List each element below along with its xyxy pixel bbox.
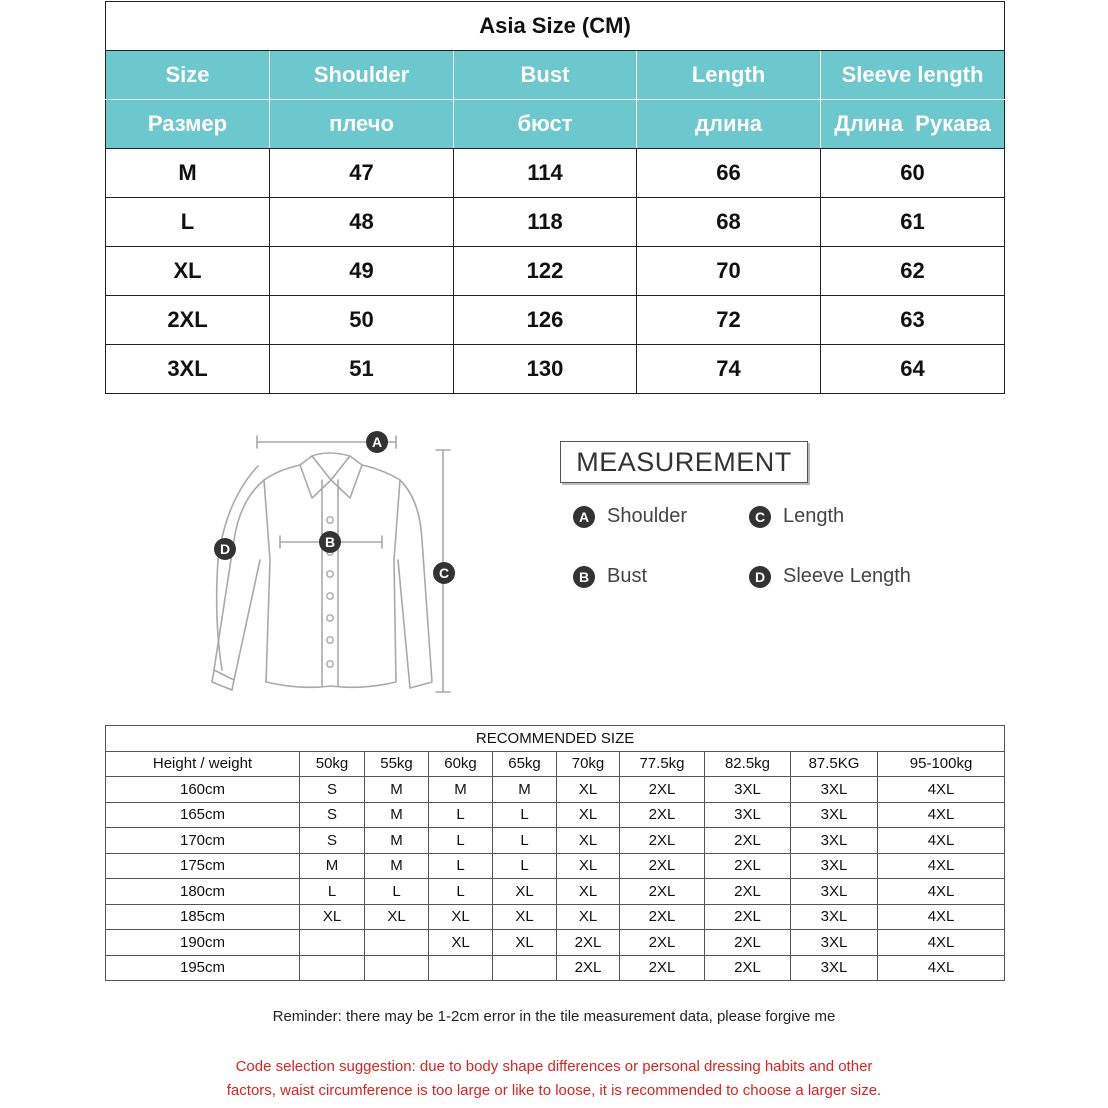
recommended-size-cell: XL: [557, 802, 620, 828]
sleeve-cell: 64: [821, 345, 1005, 394]
recommended-title: RECOMMENDED SIZE: [106, 726, 1005, 752]
recommended-size-cell: 2XL: [705, 879, 791, 905]
recommended-size-cell: XL: [429, 904, 493, 930]
recommended-size-cell: M: [493, 777, 557, 803]
recommended-size-cell: 2XL: [620, 828, 705, 854]
recommended-row: [106, 879, 1005, 905]
header-length: Length: [637, 51, 821, 100]
recommended-size-cell: S: [300, 828, 365, 854]
recommended-size-cell: 2XL: [705, 904, 791, 930]
size-cell: 2XL: [106, 296, 270, 345]
header-length-ru: длина: [637, 100, 821, 149]
size-table-title: Asia Size (CM): [106, 2, 1005, 51]
recommended-size-cell: 3XL: [705, 802, 791, 828]
size-row: [106, 149, 1005, 198]
length-cell: 66: [637, 149, 821, 198]
size-header-ru-row: [106, 100, 1005, 149]
header-weight: 60kg: [429, 751, 493, 777]
size-table: [105, 1, 1005, 394]
measurement-title: MEASUREMENT: [560, 441, 808, 483]
legend-length: [749, 505, 844, 528]
bust-cell: 118: [454, 198, 637, 247]
size-row: [106, 296, 1005, 345]
recommended-size-cell: [429, 955, 493, 981]
recommended-size-cell: 4XL: [878, 904, 1005, 930]
recommended-size-cell: [365, 955, 429, 981]
recommended-size-cell: L: [429, 802, 493, 828]
recommended-size-cell: XL: [557, 777, 620, 803]
recommended-size-cell: 3XL: [791, 955, 878, 981]
legend-sleeve-length-label: Sleeve Length: [783, 565, 911, 587]
header-weight: 82.5kg: [705, 751, 791, 777]
recommended-row: [106, 777, 1005, 803]
recommended-size-cell: 4XL: [878, 930, 1005, 956]
recommended-size-cell: L: [493, 828, 557, 854]
recommended-row: [106, 930, 1005, 956]
recommended-size-cell: 2XL: [557, 955, 620, 981]
recommended-size-cell: 2XL: [620, 853, 705, 879]
size-header-en-row: [106, 51, 1005, 100]
recommended-size-cell: XL: [557, 828, 620, 854]
sleeve-cell: 60: [821, 149, 1005, 198]
header-weight: 95-100kg: [878, 751, 1005, 777]
height-cell: 190cm: [106, 930, 300, 956]
recommended-row: [106, 802, 1005, 828]
legend-shoulder-label: Shoulder: [607, 505, 688, 527]
shoulder-cell: 49: [270, 247, 454, 296]
height-cell: 175cm: [106, 853, 300, 879]
legend-marker-d: D: [749, 566, 771, 588]
recommended-size-cell: 4XL: [878, 853, 1005, 879]
recommended-size-cell: XL: [493, 904, 557, 930]
height-cell: 185cm: [106, 904, 300, 930]
marker-b: B: [319, 531, 341, 553]
recommended-size-cell: 2XL: [705, 828, 791, 854]
size-row: [106, 198, 1005, 247]
recommended-size-cell: L: [365, 879, 429, 905]
header-weight: 87.5KG: [791, 751, 878, 777]
recommended-size-cell: XL: [365, 904, 429, 930]
marker-d: D: [214, 538, 236, 560]
recommended-size-cell: [300, 955, 365, 981]
legend-marker-c: C: [749, 506, 771, 528]
recommended-size-cell: L: [429, 853, 493, 879]
header-weight: 65kg: [493, 751, 557, 777]
header-bust-ru: бюст: [454, 100, 637, 149]
recommended-size-cell: 2XL: [620, 879, 705, 905]
recommended-size-cell: XL: [557, 853, 620, 879]
header-weight: 55kg: [365, 751, 429, 777]
recommended-size-cell: 4XL: [878, 879, 1005, 905]
length-cell: 74: [637, 345, 821, 394]
recommended-size-cell: M: [365, 777, 429, 803]
bust-cell: 130: [454, 345, 637, 394]
header-sleeve-length-ru: Длина Рукава: [821, 100, 1005, 149]
recommended-size-cell: L: [493, 802, 557, 828]
recommended-size-cell: M: [300, 853, 365, 879]
size-cell: M: [106, 149, 270, 198]
recommended-size-cell: 2XL: [620, 777, 705, 803]
bust-cell: 122: [454, 247, 637, 296]
recommended-size-cell: M: [365, 853, 429, 879]
legend-length-label: Length: [783, 505, 845, 527]
shirt-outline-icon: [200, 420, 480, 700]
legend-bust: [573, 565, 647, 588]
recommended-size-cell: 3XL: [791, 930, 878, 956]
height-cell: 170cm: [106, 828, 300, 854]
legend-sleeve-length: [749, 565, 911, 588]
recommended-row: [106, 828, 1005, 854]
height-cell: 165cm: [106, 802, 300, 828]
size-suggestion: [0, 1055, 1108, 1103]
recommended-size-cell: L: [429, 879, 493, 905]
length-cell: 70: [637, 247, 821, 296]
recommended-size-cell: 3XL: [791, 904, 878, 930]
header-size: Size: [106, 51, 270, 100]
header-sleeve-length: Sleeve length: [821, 51, 1005, 100]
shoulder-cell: 48: [270, 198, 454, 247]
recommended-size-cell: M: [365, 802, 429, 828]
recommended-size-cell: 3XL: [791, 853, 878, 879]
recommended-size-cell: 2XL: [705, 955, 791, 981]
height-cell: 195cm: [106, 955, 300, 981]
shoulder-cell: 51: [270, 345, 454, 394]
legend-shoulder: [573, 505, 687, 528]
recommended-size-cell: 4XL: [878, 777, 1005, 803]
marker-a: A: [366, 431, 388, 453]
header-weight: 77.5kg: [620, 751, 705, 777]
recommended-size-cell: 2XL: [557, 930, 620, 956]
recommended-size-cell: 4XL: [878, 828, 1005, 854]
size-cell: XL: [106, 247, 270, 296]
reminder-note: Reminder: there may be 1-2cm error in the tile measurement data, please forgive me: [272, 1008, 836, 1025]
shoulder-cell: 50: [270, 296, 454, 345]
recommended-size-cell: XL: [300, 904, 365, 930]
sleeve-cell: 61: [821, 198, 1005, 247]
recommended-size-cell: 2XL: [620, 955, 705, 981]
recommended-size-cell: L: [300, 879, 365, 905]
bust-cell: 114: [454, 149, 637, 198]
recommended-size-cell: 2XL: [705, 930, 791, 956]
recommended-size-cell: XL: [429, 930, 493, 956]
height-cell: 160cm: [106, 777, 300, 803]
recommended-size-cell: 2XL: [705, 853, 791, 879]
header-bust: Bust: [454, 51, 637, 100]
recommended-size-cell: 2XL: [620, 904, 705, 930]
recommended-size-cell: 4XL: [878, 955, 1005, 981]
recommended-size-cell: L: [493, 853, 557, 879]
recommended-size-cell: M: [429, 777, 493, 803]
legend-marker-b: B: [573, 566, 595, 588]
suggestion-line-1: Code selection suggestion: due to body shape differences or personal dressing habits and other: [235, 1058, 873, 1075]
recommended-size-cell: [365, 930, 429, 956]
recommended-row: [106, 904, 1005, 930]
header-shoulder: Shoulder: [270, 51, 454, 100]
recommended-size-cell: XL: [557, 879, 620, 905]
recommended-size-cell: 2XL: [620, 802, 705, 828]
recommended-size-cell: 3XL: [705, 777, 791, 803]
recommended-body: [106, 777, 1005, 981]
size-row: [106, 247, 1005, 296]
recommended-size-cell: 2XL: [620, 930, 705, 956]
marker-c: C: [433, 562, 455, 584]
suggestion-line-2: factors, waist circumference is too large or like to loose, it is recommended to choose a larger size.: [226, 1082, 882, 1099]
recommended-size-cell: XL: [557, 904, 620, 930]
size-row: [106, 345, 1005, 394]
header-height-weight: Height / weight: [106, 751, 300, 777]
recommended-row: [106, 853, 1005, 879]
recommended-size-cell: M: [365, 828, 429, 854]
header-size-ru: Размер: [106, 100, 270, 149]
bust-cell: 126: [454, 296, 637, 345]
size-cell: L: [106, 198, 270, 247]
length-cell: 68: [637, 198, 821, 247]
recommended-size-table: [105, 725, 1005, 981]
recommended-size-cell: 4XL: [878, 802, 1005, 828]
sleeve-cell: 62: [821, 247, 1005, 296]
legend-bust-label: Bust: [607, 565, 648, 587]
recommended-size-cell: S: [300, 802, 365, 828]
legend-marker-a: A: [573, 506, 595, 528]
recommended-row: [106, 955, 1005, 981]
size-cell: 3XL: [106, 345, 270, 394]
recommended-header-row: [106, 751, 1005, 777]
recommended-size-cell: 3XL: [791, 879, 878, 905]
height-cell: 180cm: [106, 879, 300, 905]
shirt-diagram: [200, 420, 480, 700]
header-weight: 70kg: [557, 751, 620, 777]
length-cell: 72: [637, 296, 821, 345]
recommended-size-cell: 3XL: [791, 777, 878, 803]
recommended-size-cell: S: [300, 777, 365, 803]
recommended-size-cell: XL: [493, 930, 557, 956]
recommended-size-cell: 3XL: [791, 828, 878, 854]
recommended-size-cell: [300, 930, 365, 956]
recommended-size-cell: L: [429, 828, 493, 854]
sleeve-cell: 63: [821, 296, 1005, 345]
shoulder-cell: 47: [270, 149, 454, 198]
recommended-size-cell: XL: [493, 879, 557, 905]
recommended-size-cell: 3XL: [791, 802, 878, 828]
header-shoulder-ru: плечо: [270, 100, 454, 149]
header-weight: 50kg: [300, 751, 365, 777]
recommended-size-cell: [493, 955, 557, 981]
